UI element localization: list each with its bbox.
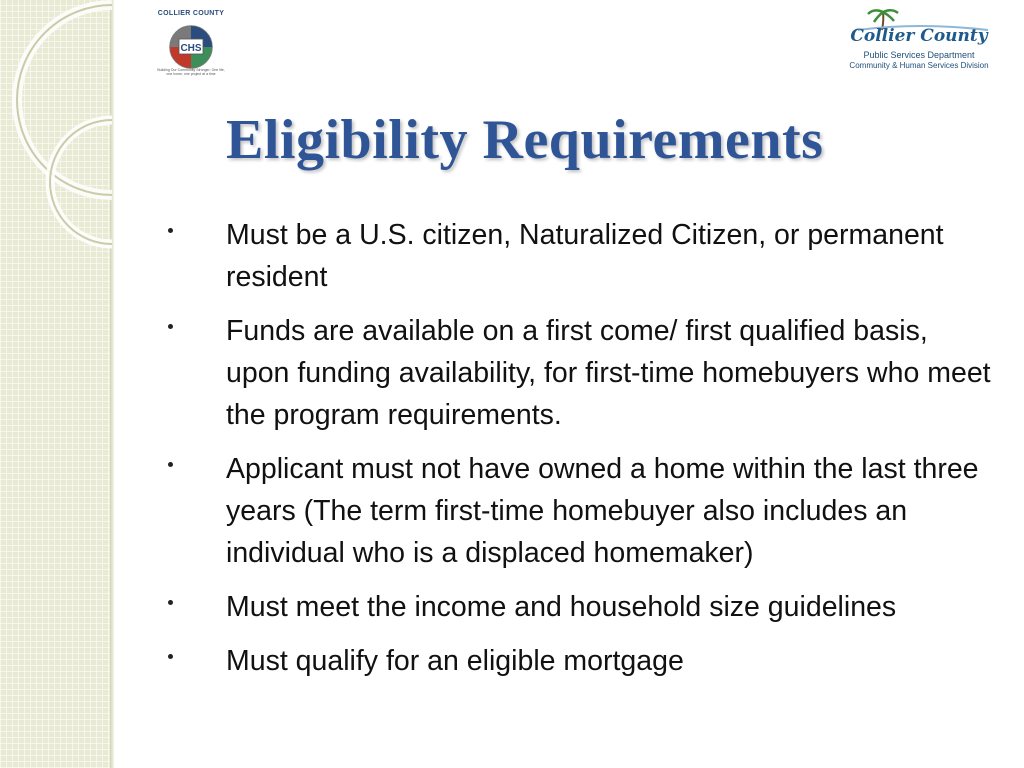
chs-logo bbox=[155, 10, 227, 78]
bullet-list bbox=[168, 214, 998, 694]
list-item bbox=[168, 448, 998, 574]
bullet-dot-icon bbox=[168, 324, 173, 329]
bullet-text: Must meet the income and household size guidelines bbox=[226, 591, 897, 623]
chs-center-text: CHS bbox=[180, 43, 202, 54]
bullet-dot-icon bbox=[168, 600, 173, 605]
chs-tagline: Building Our Community Stronger: One life, one home, one project at a time bbox=[157, 68, 225, 76]
bullet-text: Must qualify for an eligible mortgage bbox=[226, 645, 684, 677]
bullet-dot-icon bbox=[168, 228, 173, 233]
list-item bbox=[168, 640, 998, 682]
bullet-dot-icon bbox=[168, 462, 173, 467]
collier-county-wordmark: Collier County bbox=[850, 26, 988, 46]
collier-county-logo bbox=[838, 8, 1000, 76]
chs-logo-ring-text: COLLIER COUNTY bbox=[157, 10, 225, 17]
list-item bbox=[168, 310, 998, 436]
bullet-text: Funds are available on a first come/ first qualified basis, upon funding availability, for first-time homebuyers who meet the program requirements. bbox=[226, 315, 991, 431]
slide-title: Eligibility Requirements bbox=[226, 109, 824, 171]
division-name: Community & Human Services Division bbox=[849, 61, 989, 70]
bullet-text: Applicant must not have owned a home within the last three years (The term first-time homebuyer also includes an individual who is a displaced homemaker) bbox=[226, 453, 979, 569]
list-item bbox=[168, 214, 998, 298]
department-name: Public Services Department bbox=[863, 50, 975, 60]
bullet-dot-icon bbox=[168, 654, 173, 659]
list-item bbox=[168, 586, 998, 628]
bullet-text: Must be a U.S. citizen, Naturalized Citizen, or permanent resident bbox=[226, 219, 944, 293]
